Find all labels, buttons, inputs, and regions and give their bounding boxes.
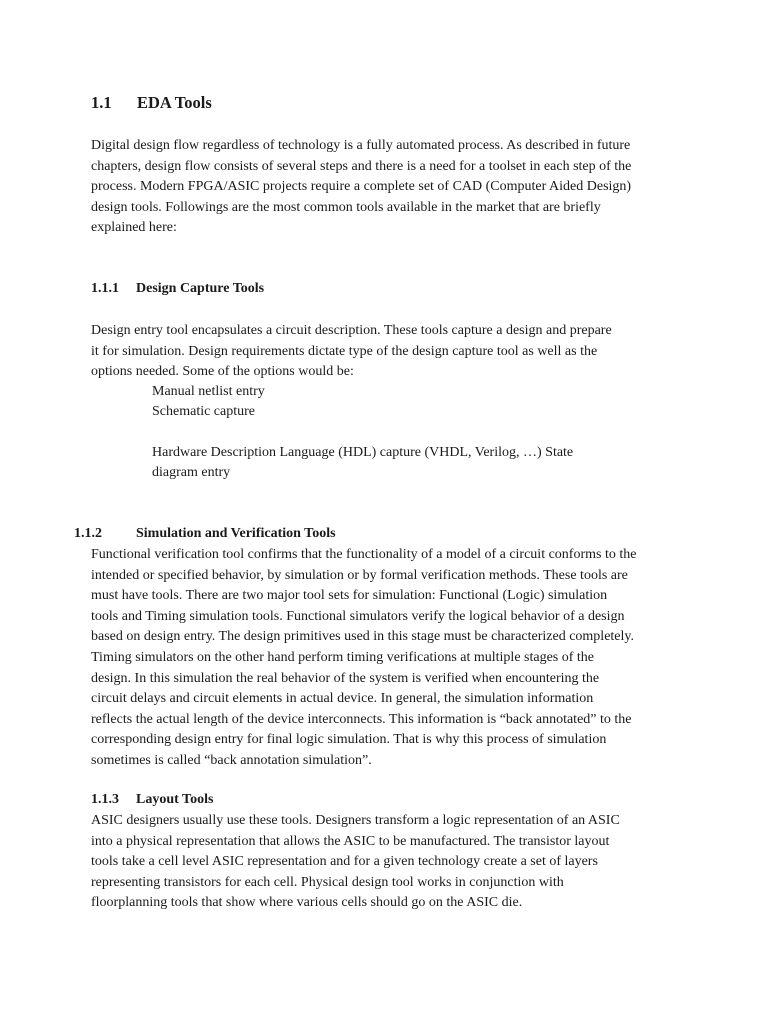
paragraph-layout [91, 811, 620, 914]
text-line: design. In this simulation the real behavior of the system is verified when encountering the [91, 670, 600, 686]
option-item: Schematic capture [152, 404, 256, 419]
option-item: Hardware Description Language (HDL) capture (VHDL, Verilog, …) State [152, 445, 574, 460]
section-title: EDA Tools [137, 93, 212, 112]
text-line: process. Modern FPGA/ASIC projects require a complete set of CAD (Computer Aided Design) [91, 179, 632, 195]
subsection-title: Layout Tools [136, 792, 214, 807]
text-line: Digital design flow regardless of technology is a fully automated process. As described in future [91, 138, 631, 153]
text-line: chapters, design flow consists of several steps and there is a need for a toolset in each step of the [91, 158, 632, 174]
subsection-heading-design-capture [91, 281, 264, 297]
text-line: floorplanning tools that show where various cells should go on the ASIC die. [91, 895, 523, 911]
text-line: design tools. Followings are the most common tools available in the market that are briefly [91, 199, 601, 215]
text-line: intended or specified behavior, by simulation or by formal verification methods. These tools are [91, 567, 628, 583]
subsection-number: 1.1.3 [91, 792, 119, 807]
subsection-heading-layout [91, 792, 213, 808]
subsection-heading-simulation [74, 526, 336, 542]
section-number: 1.1 [91, 93, 112, 112]
text-line: tools and Timing simulation tools. Functional simulators verify the logical behavior of a design [91, 608, 625, 624]
text-line: Design entry tool encapsulates a circuit description. These tools capture a design and prepare [91, 323, 612, 338]
subsection-number: 1.1.2 [74, 526, 102, 541]
text-line: it for simulation. Design requirements dictate type of the design capture tool as well as the [91, 343, 598, 359]
text-line: circuit delays and circuit elements in actual device. In general, the simulation information [91, 691, 594, 707]
text-line: options needed. Some of the options would be: [91, 364, 354, 380]
paragraph-eda-intro [91, 136, 631, 239]
text-line: Timing simulators on the other hand perform timing verifications at multiple stages of the [91, 649, 595, 665]
text-line: into a physical representation that allows the ASIC to be manufactured. The transistor layout [91, 833, 610, 849]
text-line: must have tools. There are two major tool sets for simulation: Functional (Logic) simulation [91, 588, 608, 604]
text-line: representing transistors for each cell. Physical design tool works in conjunction with [91, 874, 564, 890]
subsection-number: 1.1.1 [91, 281, 119, 296]
text-line: explained here: [91, 220, 177, 236]
paragraph-design-capture [91, 321, 612, 383]
subsection-title: Design Capture Tools [136, 281, 265, 296]
text-line: corresponding design entry for final logic simulation. That is why this process of simulation [91, 732, 607, 748]
text-line: reflects the actual length of the device interconnects. This information is “back annotated” to the [91, 711, 632, 727]
option-item: Manual netlist entry [152, 384, 265, 399]
text-line: ASIC designers usually use these tools. Designers transform a logic representation of an ASIC [91, 813, 620, 828]
option-item: diagram entry [152, 465, 231, 480]
section-heading-eda-tools [91, 93, 212, 113]
text-line: based on design entry. The design primitives used in this stage must be characterized completely. [91, 629, 634, 645]
text-line: Functional verification tool confirms that the functionality of a model of a circuit conforms to the [91, 547, 637, 562]
text-line: sometimes is called “back annotation simulation”. [91, 752, 372, 768]
text-line: tools take a cell level ASIC representation and for a given technology create a set of layers [91, 854, 598, 870]
subsection-title: Simulation and Verification Tools [136, 526, 336, 541]
paragraph-simulation [91, 545, 636, 772]
